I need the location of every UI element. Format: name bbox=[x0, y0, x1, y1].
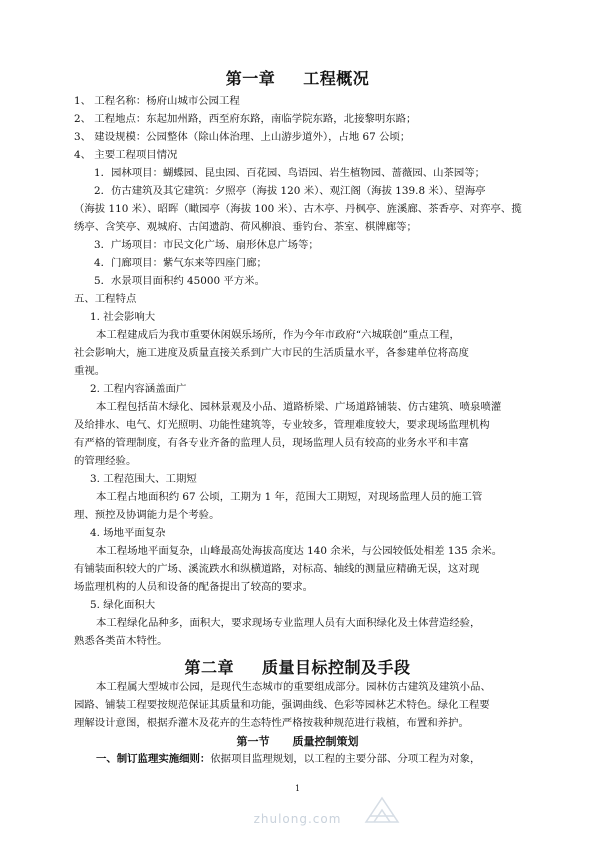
item-1-line bbox=[96, 752, 480, 766]
text-line: 5. 绿化面积大 bbox=[90, 599, 156, 611]
text-line: 本工程包括苗木绿化、园林景观及小品、道路桥梁、广场道路铺装、仿古建筑、喷泉喷灌 bbox=[96, 401, 502, 413]
text-line: 3．广场项目：市民文化广场、扇形休息广场等； bbox=[94, 239, 319, 251]
chapter-1-name: 工程概况 bbox=[303, 69, 370, 88]
section-1-name: 质量控制策划 bbox=[292, 735, 359, 748]
text-line: 及给排水、电气、灯光照明、功能性建筑等，专业较多，管理难度较大，要求现场监理机构 bbox=[74, 419, 490, 431]
text-line: 4. 场地平面复杂 bbox=[90, 527, 166, 539]
text-line: 本工程属大型城市公园，是现代生态城市的重要组成部分。园林仿古建筑及建筑小品、 bbox=[96, 681, 491, 693]
text-line: 有铺装面积较大的广场、溪流跌水和纵横道路，对标高、轴线的测量应精确无误，这对现 bbox=[74, 563, 480, 575]
text-line: 1. 社会影响大 bbox=[90, 311, 156, 323]
text-line: 2、 工程地点：东起加州路，西至府东路，南临学院东路，北接黎明东路； bbox=[74, 113, 417, 125]
text-line: 4．门廊项目：紫气东来等四座门廊； bbox=[94, 257, 267, 269]
text-line: 1、 工程名称：杨府山城市公园工程 bbox=[74, 95, 240, 107]
text-line: 园路、铺装工程要按规范保证其质量和功能，强调曲线、色彩等园林艺术特色。绿化工程要 bbox=[74, 699, 490, 711]
chapter-1-number: 第一章 bbox=[225, 69, 276, 88]
text-line: 有严格的管理制度，有各专业齐备的监理人员，现场监理人员有较高的业务水平和丰富 bbox=[74, 437, 469, 449]
section-1-number: 第一节 bbox=[236, 735, 270, 748]
text-line: 1．园林项目：蝴蝶园、昆虫园、百花园、鸟语园、岩生植物园、蔷薇园、山茶园等； bbox=[94, 167, 486, 179]
text-line: 的管理经验。 bbox=[74, 455, 137, 467]
chapter-2-title bbox=[0, 655, 595, 678]
text-line: 社会影响大，施工进度及质量直接关系到广大市民的生活质量水平，各参建单位将高度 bbox=[74, 347, 469, 359]
text-line: 3、 建设规模：公园整体（除山体治理、上山游步道外），占地 67 公顷； bbox=[74, 131, 411, 143]
text-line: （海拔 110 米）、昭晖（瞰园亭（海拔 100 米）、古木亭、丹枫亭、旌溪廊、茶香亭、对弈亭、揽 bbox=[74, 203, 522, 215]
text-line: 本工程场地平面复杂，山峰最高处海拔高度达 140 余米，与公园较低处相差 135 余米。 bbox=[96, 545, 503, 557]
watermark-text: zhulong.com bbox=[253, 812, 342, 826]
section-1-title bbox=[0, 735, 595, 749]
chapter-2-name: 质量目标控制及手段 bbox=[262, 658, 411, 677]
text-line: 2．仿古建筑及其它建筑：夕照亭（海拔 120 米）、观江阁（海拔 139.8 米）、望海亭 bbox=[94, 185, 486, 197]
text-line: 理解设计意图，根据乔灌木及花卉的生态特性严格按栽种规范进行栽植，布置和养护。 bbox=[74, 717, 469, 729]
text-line: 熟悉各类苗木特性。 bbox=[74, 635, 168, 647]
text-line: 3. 工程范围大、工期短 bbox=[90, 473, 197, 485]
text-line: 本工程占地面积约 67 公顷，工期为 1 年，范围大工期短，对现场监理人员的施工管 bbox=[96, 491, 483, 503]
text-line: 4、 主要工程项目情况 bbox=[74, 149, 178, 161]
text-line: 场监理机构的人员和设备的配备提出了较高的要求。 bbox=[74, 581, 313, 593]
chapter-2-number: 第二章 bbox=[184, 658, 234, 677]
item-1-text: 依据项目监理规划，以工程的主要分部、分项工程为对象， bbox=[210, 753, 481, 765]
chapter-1-title bbox=[0, 66, 595, 89]
item-1-label: 一、制订监理实施细则： bbox=[96, 753, 211, 765]
text-line: 本工程建成后为我市重要休闲娱乐场所，作为今年市政府“六城联创”重点工程， bbox=[96, 329, 460, 341]
text-line: 2. 工程内容涵盖面广 bbox=[90, 383, 187, 395]
text-line: 重视。 bbox=[74, 365, 106, 377]
text-line: 理、预控及协调能力是个考验。 bbox=[74, 509, 220, 521]
text-line: 五、工程特点 bbox=[74, 293, 137, 305]
text-line: 本工程绿化品种多，面积大，要求现场专业监理人员有大面积绿化及土体营造经验， bbox=[96, 617, 481, 629]
page-number: 1 bbox=[294, 784, 301, 793]
text-line: 5．水景项目面积约 45000 平方米。 bbox=[94, 275, 265, 287]
text-line: 绣亭、含笑亭、观城府、古闰遗韵、荷风柳浪、垂钓台、茶室、棋牌廊等； bbox=[74, 221, 417, 233]
